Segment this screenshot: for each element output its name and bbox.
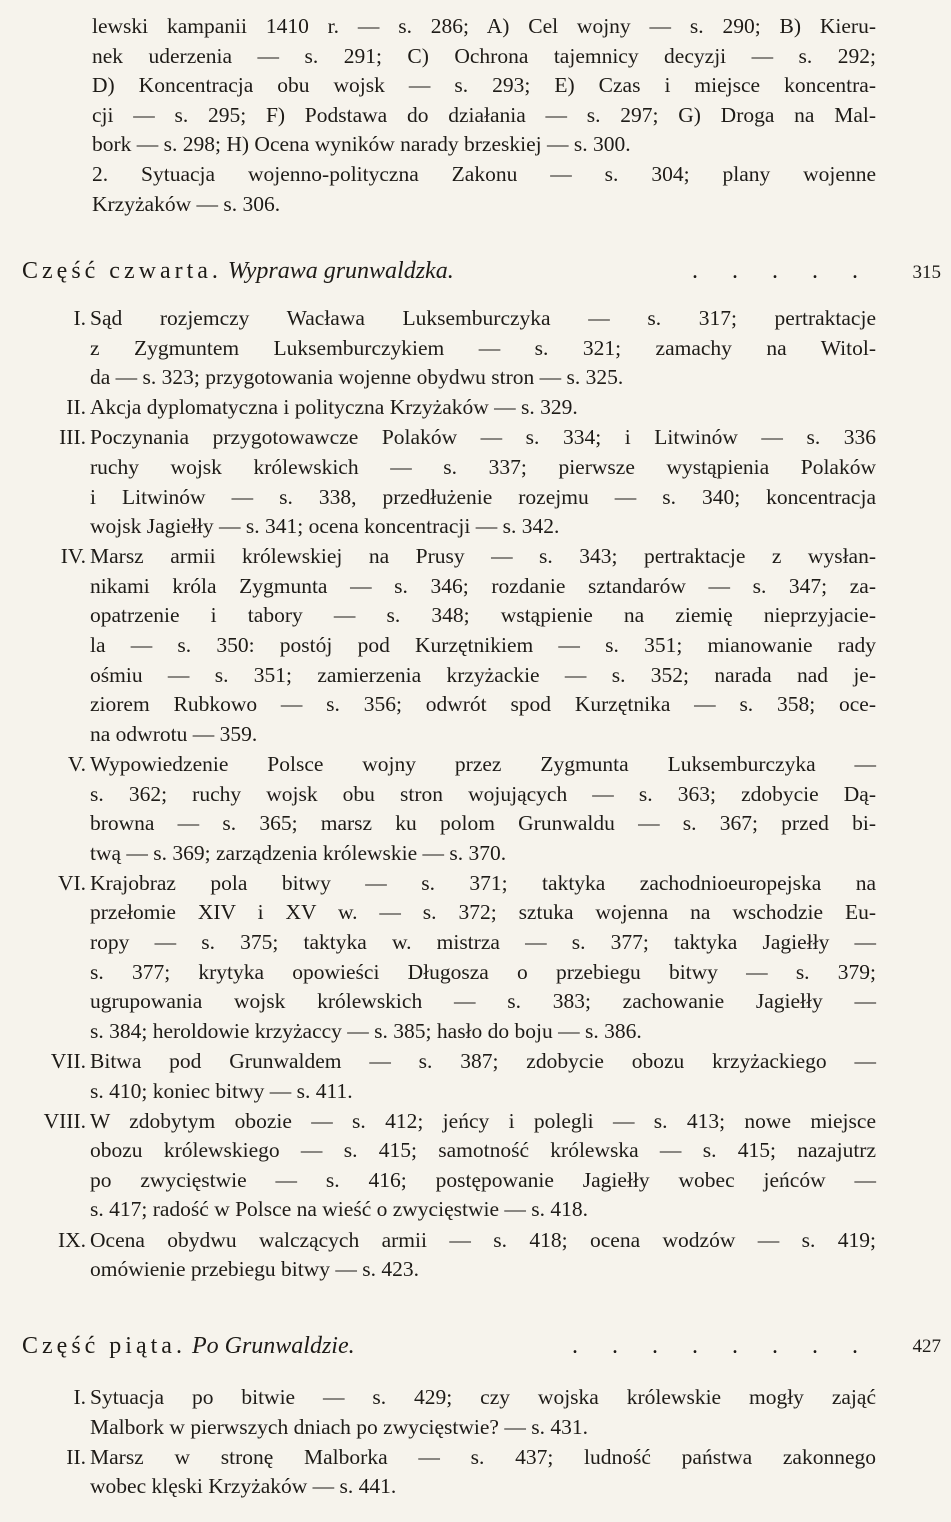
- text-line: D) Koncentracja obu wojsk — s. 293; E) Czas i miejsce koncentra-: [92, 73, 876, 98]
- entry-text: [90, 306, 876, 395]
- text-line: Bitwa pod Grunwaldem — s. 387; zdobycie obozu krzyżackiego —: [90, 1049, 876, 1073]
- text-line: omówienie przebiegu bitwy — s. 423.: [90, 1257, 420, 1282]
- text-line: z Zygmuntem Luksemburczykiem — s. 321; zamachy na Witol-: [90, 335, 876, 360]
- text-line: opatrzenie i tabory — s. 348; wstąpienie na ziemię nieprzyjacie-: [90, 603, 876, 628]
- text-line: browna — s. 365; marsz ku polom Grunwaldu — s. 367; przed bi-: [90, 811, 876, 836]
- page-number: 315: [912, 262, 941, 283]
- entry-number: I.: [73, 1385, 86, 1409]
- text-line: na odwrotu — 359.: [90, 721, 258, 746]
- text-line: Ocena obydwu walczących armii — s. 418; ocena wodzów — s. 419;: [90, 1227, 876, 1252]
- entry-number: VI.: [57, 870, 86, 895]
- entry-text: [90, 752, 876, 870]
- page-number: 427: [912, 1336, 941, 1357]
- entry-number: IX.: [57, 1227, 86, 1252]
- text-line: ugrupowania wojsk królewskich — s. 383; zachowanie Jagiełły —: [90, 989, 876, 1014]
- text-line: 2. Sytuacja wojenno-polityczna Zakonu — s. 304; plany wojenne: [92, 161, 876, 186]
- entry-text: [90, 395, 876, 425]
- text-line: i Litwinów — s. 338, przedłużenie rozejmu — s. 340; koncentracja: [90, 484, 876, 509]
- text-line: Akcja dyplomatyczna i polityczna Krzyżaków — s. 329.: [90, 395, 578, 420]
- text-line: Marsz armii królewskiej na Prusy — s. 343; pertraktacje z wysłan-: [90, 544, 876, 569]
- part-heading: [22, 258, 872, 292]
- text-line: ziorem Rubkowo — s. 356; odwrót spod Kurzętnika — s. 358; oce-: [90, 692, 876, 717]
- part-heading: [22, 1333, 872, 1367]
- entry-number: V.: [67, 752, 86, 776]
- text-line: Krzyżaków — s. 306.: [92, 191, 281, 216]
- entry-number: II.: [66, 1444, 86, 1469]
- text-line: s. 410; koniec bitwy — s. 411.: [90, 1078, 353, 1103]
- text-line: ropy — s. 375; taktyka w. mistrza — s. 377; taktyka Jagiełły —: [90, 930, 876, 955]
- text-line: Wypowiedzenie Polsce wojny przez Zygmunta Luksemburczyka —: [90, 752, 876, 776]
- entry-number: IV.: [60, 544, 86, 569]
- text-line: po zwycięstwie — s. 416; postępowanie Jagiełły wobec jeńców —: [90, 1167, 876, 1192]
- entry-number: III.: [59, 425, 86, 450]
- text-line: W zdobytym obozie — s. 412; jeńcy i polegli — s. 413; nowe miejsce: [90, 1108, 876, 1133]
- entry-text: [90, 1109, 876, 1227]
- part-title: Po Grunwaldzie.: [191, 1333, 355, 1359]
- text-line: s. 362; ruchy wojsk obu stron wojujących — s. 363; zdobycie Dą-: [90, 781, 876, 806]
- text-line: Malbork w pierwszych dniach po zwycięstwie? — s. 431.: [90, 1414, 588, 1439]
- text-line: da — s. 323; przygotowania wojenne obydwu stron — s. 325.: [90, 365, 624, 390]
- text-line: nikami króla Zygmunta — s. 346; rozdanie sztandarów — s. 347; za-: [90, 573, 876, 598]
- text-line: wojsk Jagiełły — s. 341; ocena koncentracji — s. 342.: [90, 514, 560, 539]
- text-line: lewski kampanii 1410 r. — s. 286; A) Cel wojny — s. 290; B) Kieru-: [92, 14, 876, 38]
- leader-dots: . . . . .: [692, 258, 872, 284]
- text-line: s. 377; krytyka opowieści Długosza o przebiegu bitwy — s. 379;: [90, 959, 876, 984]
- entry-text: [90, 1385, 876, 1444]
- text-line: twą — s. 369; zarządzenia królewskie — s. 370.: [90, 840, 507, 865]
- text-line: Poczynania przygotowawcze Polaków — s. 334; i Litwinów — s. 336: [90, 425, 876, 450]
- text-line: Krajobraz pola bitwy — s. 371; taktyka zachodnioeuropejska na: [90, 870, 876, 895]
- entry-text: [90, 1228, 876, 1287]
- part-label: Część czwarta.: [22, 258, 222, 284]
- intro-paragraph: [92, 12, 876, 219]
- entry-text: [90, 544, 876, 751]
- text-line: la — s. 350: postój pod Kurzętnikiem — s. 351; mianowanie rady: [90, 633, 876, 658]
- entry-text: [90, 1049, 876, 1108]
- text-line: s. 417; radość w Polsce na wieść o zwycięstwie — s. 418.: [90, 1197, 588, 1222]
- entry-number: II.: [66, 395, 86, 420]
- part-title: Wyprawa grunwaldzka.: [227, 258, 454, 284]
- entry-text: [90, 425, 876, 543]
- entry-number: I.: [73, 306, 86, 330]
- text-line: wobec klęski Krzyżaków — s. 441.: [90, 1474, 397, 1499]
- entry-number: VIII.: [43, 1108, 86, 1133]
- leader-dots: . . . . . . . .: [572, 1333, 872, 1359]
- text-line: s. 384; heroldowie krzyżaccy — s. 385; hasło do boju — s. 386.: [90, 1018, 642, 1043]
- text-line: bork — s. 298; H) Ocena wyników narady brzeskiej — s. 300.: [92, 132, 631, 157]
- entry-text: [90, 1445, 876, 1504]
- entry-text: [90, 871, 876, 1049]
- text-line: Sytuacja po bitwie — s. 429; czy wojska królewskie mogły zająć: [90, 1385, 876, 1409]
- text-line: cji — s. 295; F) Podstawa do działania — s. 297; G) Droga na Mal-: [92, 102, 876, 127]
- text-line: nek uderzenia — s. 291; C) Ochrona tajemnicy decyzji — s. 292;: [92, 43, 876, 68]
- text-line: Marsz w stronę Malborka — s. 437; ludność państwa zakonnego: [90, 1444, 876, 1469]
- entry-number: VII.: [50, 1049, 86, 1073]
- text-line: Sąd rozjemczy Wacława Luksemburczyka — s. 317; pertraktacje: [90, 306, 876, 330]
- text-line: ruchy wojsk królewskich — s. 337; pierwsze wystąpienia Polaków: [90, 454, 876, 479]
- part-label: Część piąta.: [22, 1333, 186, 1359]
- text-line: obozu królewskiego — s. 415; samotność królewska — s. 415; nazajutrz: [90, 1138, 876, 1163]
- text-line: przełomie XIV i XV w. — s. 372; sztuka wojenna na wschodzie Eu-: [90, 900, 876, 925]
- text-line: ośmiu — s. 351; zamierzenia krzyżackie — s. 352; narada nad je-: [90, 662, 876, 687]
